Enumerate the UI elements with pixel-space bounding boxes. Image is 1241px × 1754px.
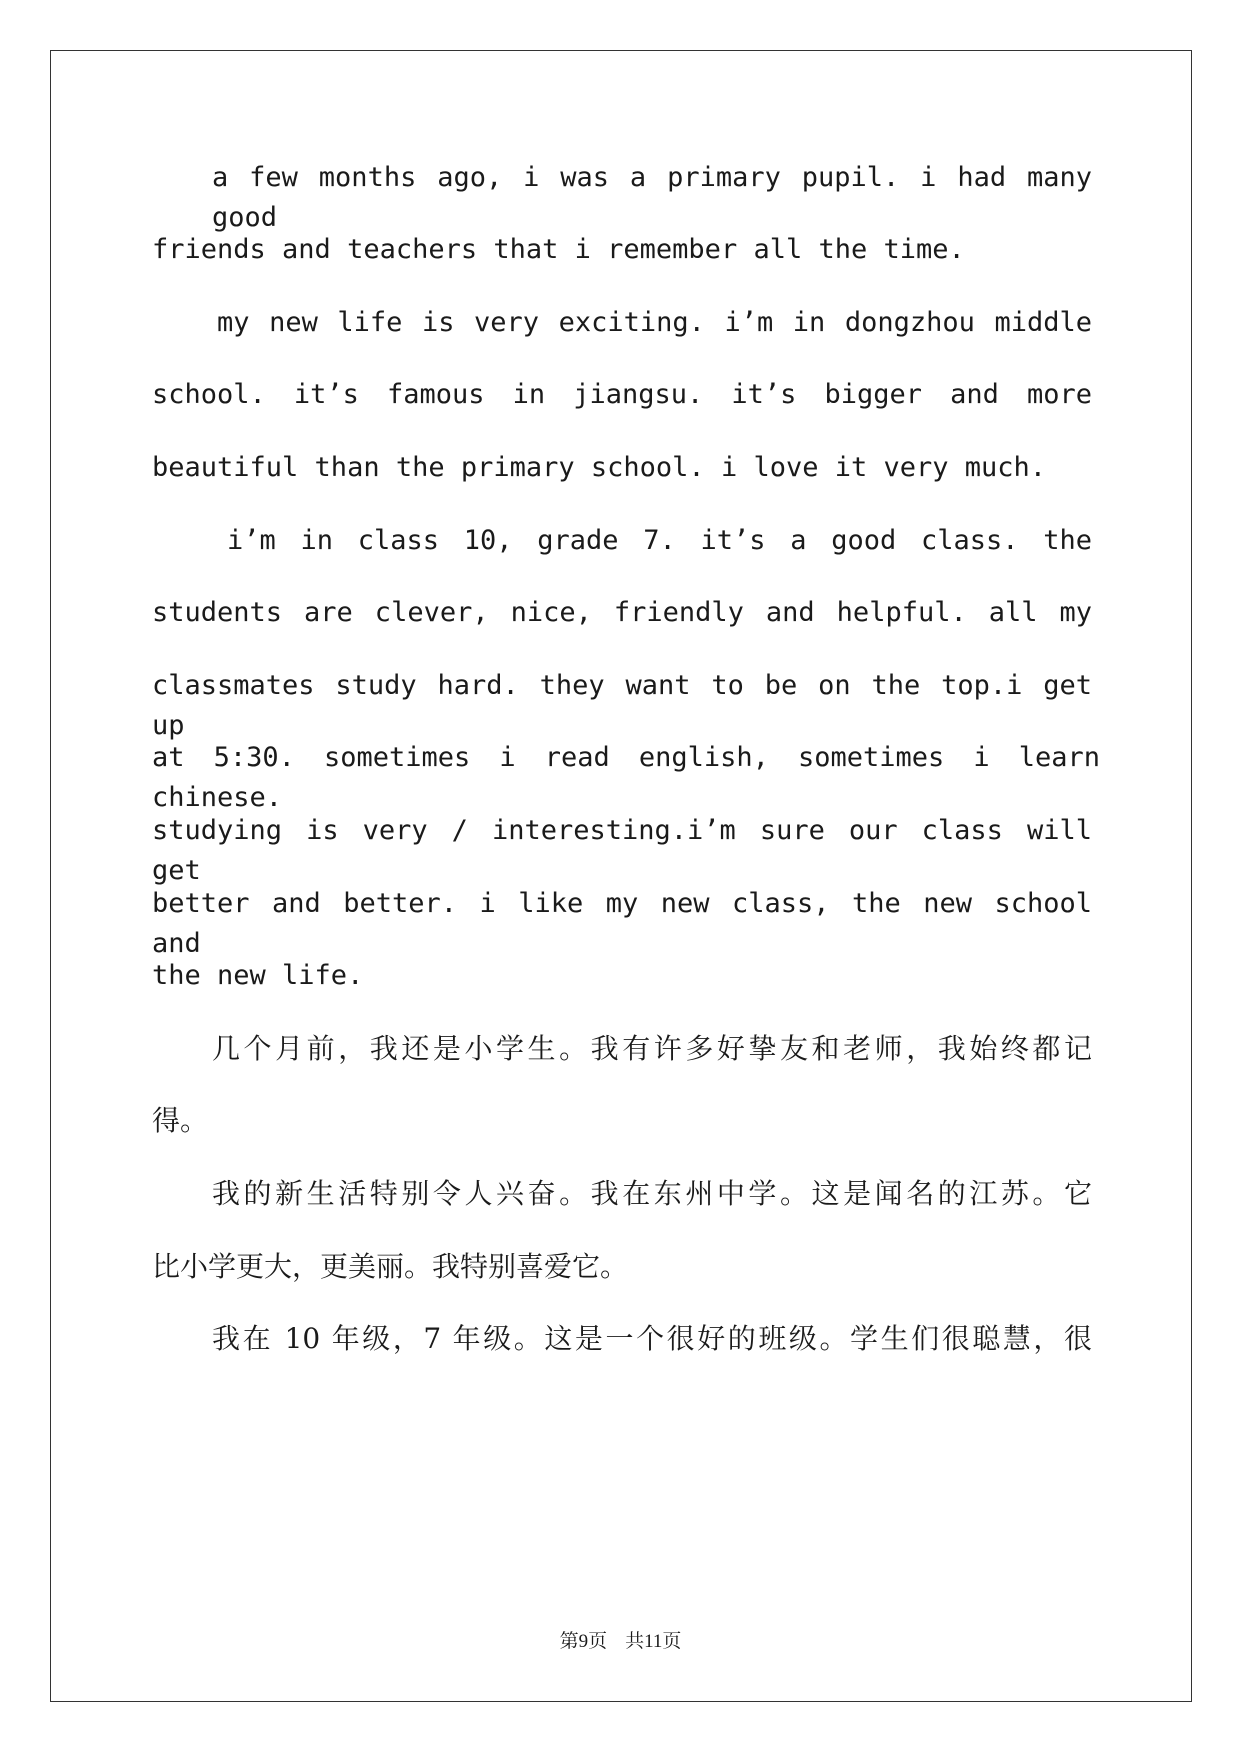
text-line: 得。 — [152, 1104, 209, 1137]
text-line: 几个月前，我还是小学生。我有许多好挚友和老师，我始终都记 — [212, 1032, 1092, 1065]
text-line: 我的新生活特别令人兴奋。我在东州中学。这是闻名的江苏。它 — [212, 1177, 1092, 1210]
text-line: friends and teachers that i remember all the time. — [152, 234, 965, 265]
text-line: at 5:30. sometimes i read english, sometimes i learn chinese. — [152, 742, 1100, 813]
text-line: a few months ago, i was a primary pupil. i had many good — [212, 162, 1092, 233]
page-footer — [0, 1626, 1241, 1653]
text-line: studying is very / interesting.i’m sure our class will get — [152, 815, 1092, 886]
text-line: the new life. — [152, 960, 364, 991]
page-number-current: 第9页 — [559, 1631, 608, 1652]
text-line: better and better. i like my new class, the new school and — [152, 888, 1092, 959]
page-number-total: 共11页 — [625, 1631, 682, 1652]
text-line: beautiful than the primary school. i love it very much. — [152, 452, 1047, 483]
text-line: 比小学更大，更美丽。我特别喜爱它。 — [152, 1250, 629, 1283]
text-line: 我在 10 年级，7 年级。这是一个很好的班级。学生们很聪慧，很 — [212, 1322, 1092, 1355]
text-line: my new life is very exciting. i’m in dongzhou middle — [217, 307, 1092, 338]
text-line: school. it’s famous in jiangsu. it’s bigger and more — [152, 379, 1092, 410]
text-line: students are clever, nice, friendly and helpful. all my — [152, 597, 1092, 628]
text-line: classmates study hard. they want to be on the top.i get up — [152, 670, 1092, 741]
text-line: i’m in class 10, grade 7. it’s a good class. the — [227, 525, 1092, 556]
